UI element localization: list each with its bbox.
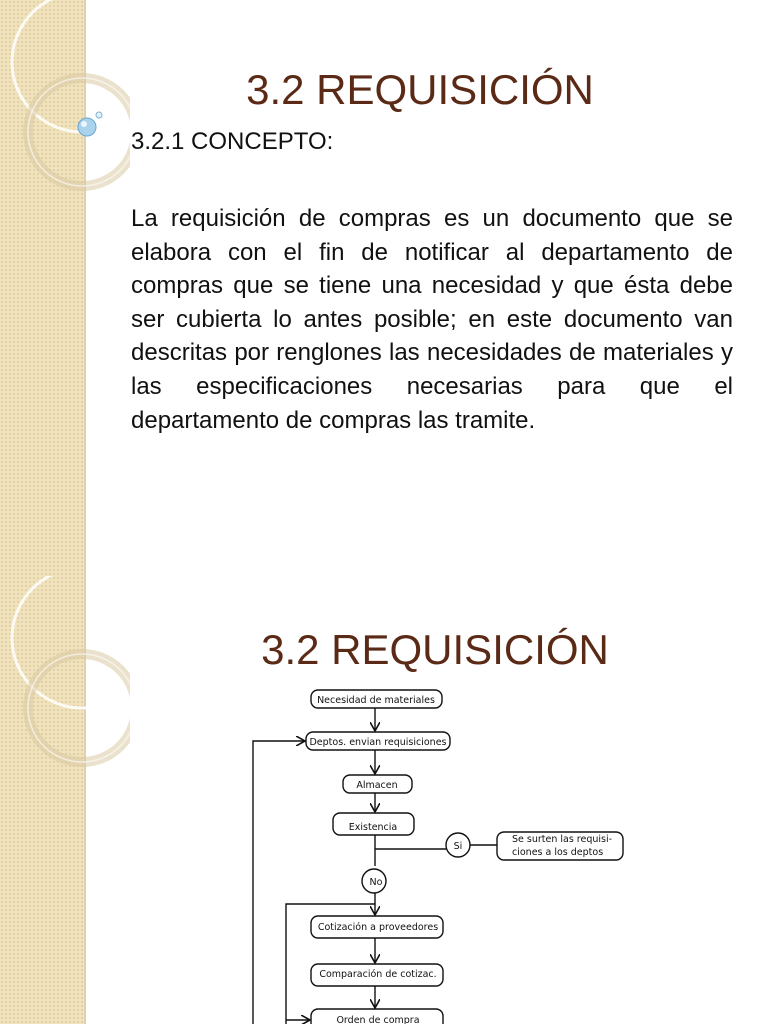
node-deptos-label: Deptos. envian requisiciones xyxy=(309,737,447,748)
slide-2-title: 3.2 REQUISICIÓN xyxy=(261,626,609,673)
node-no-label: No xyxy=(369,877,383,888)
node-surten-label-1: Se surten las requisi- xyxy=(512,834,613,845)
node-necesidad-label: Necesidad de materiales xyxy=(317,695,435,706)
node-surten-label-2: ciones a los deptos xyxy=(512,847,604,858)
concept-paragraph: La requisición de compras es un documento que se elabora con el fin de notificar al departamento de compras que se tiene una necesidad y que ésta debe ser cubierta lo antes posible; en este documento van descritas por renglones las necesidades de materiales y las especificaciones necesarias para que el departamento de compras las tramite. xyxy=(131,205,733,434)
node-orden-label: Orden de compra xyxy=(336,1015,420,1024)
flowchart xyxy=(0,576,768,1024)
node-cotizacion-label: Cotización a proveedores xyxy=(317,922,439,933)
loop-arrow-deptos xyxy=(253,741,304,1024)
slide-1-title: 3.2 REQUISICIÓN xyxy=(246,66,594,113)
node-almacen-label: Almacen xyxy=(356,780,398,791)
slide-2 xyxy=(0,576,768,1024)
node-comparacion-label: Comparación de cotizac. xyxy=(319,969,437,980)
concept-subheading: 3.2.1 CONCEPTO: xyxy=(131,128,334,155)
node-si-label: Si xyxy=(453,841,463,852)
node-existencia-label: Existencia xyxy=(348,822,398,833)
